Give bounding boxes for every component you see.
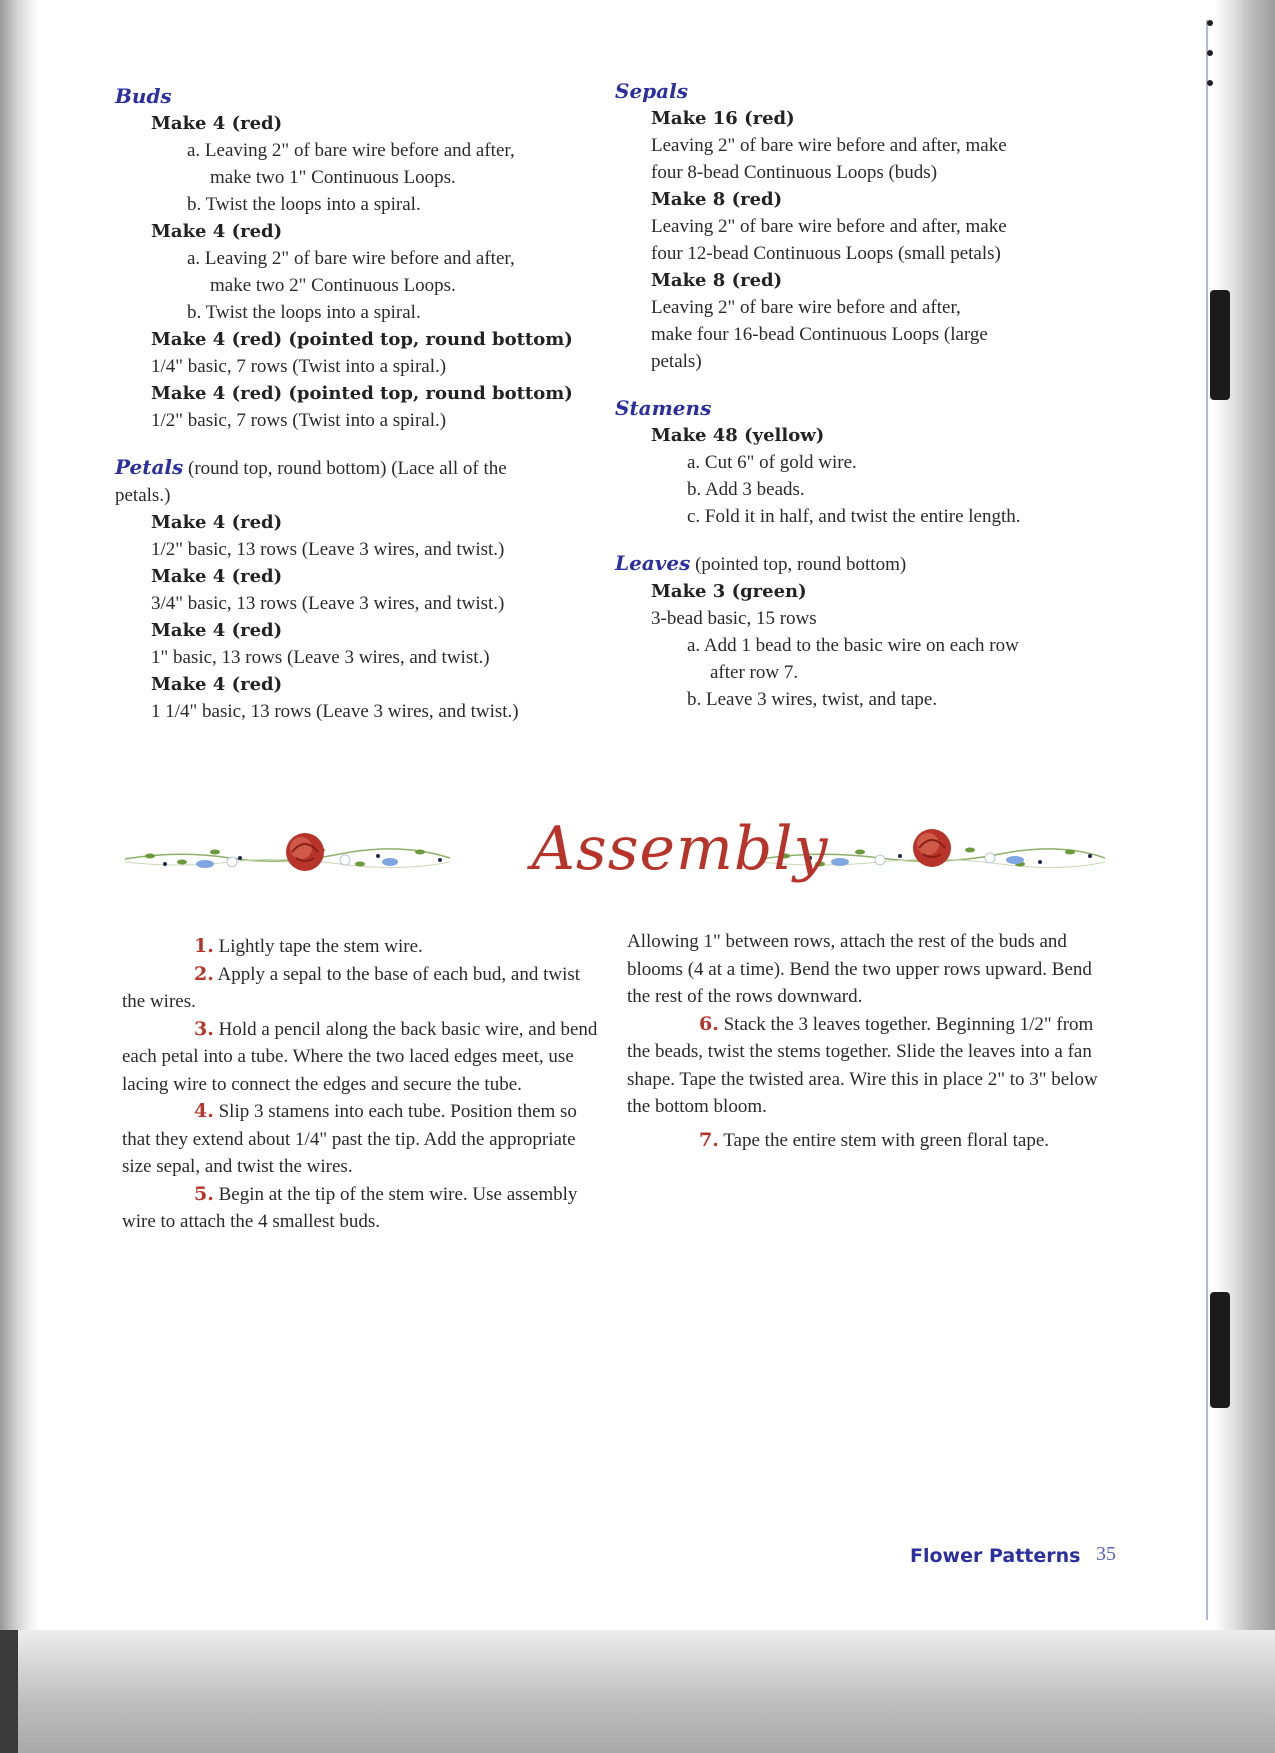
buds-section <box>115 83 615 434</box>
step-text: Apply a sepal to the base of each bud, and twist the wires. <box>122 963 581 1012</box>
make-instruction: Make 4 (red) <box>151 113 283 134</box>
step-text: Begin at the tip of the stem wire. Use assembly wire to attach the 4 smallest buds. <box>122 1183 578 1232</box>
step-text: Hold a pencil along the back basic wire, and bend each petal into a tube. Where the two laced edges meet, use lacing wire to connect the edges and secure the tube. <box>122 1018 598 1095</box>
stamens-lines <box>615 422 1135 530</box>
step-text: Slip 3 stamens into each tube. Position them so that they extend about 1/4" past the tip. Add the appropriate size sepal, and twist the wires. <box>122 1101 577 1177</box>
binder-clip <box>1210 290 1230 400</box>
page-number: 35 <box>1096 1543 1116 1565</box>
instruction-line: a. Cut 6" of gold wire. <box>687 452 857 473</box>
petals-heading: Petals <box>115 455 184 479</box>
instruction-line: a. Leaving 2" of bare wire before and after, <box>187 140 515 161</box>
instruction-line: 1/2" basic, 13 rows (Leave 3 wires, and twist.) <box>151 539 505 560</box>
assembly-steps-right <box>627 928 1107 1154</box>
instruction-line: a. Add 1 bead to the basic wire on each row <box>687 635 1019 656</box>
rose-icon <box>286 833 324 871</box>
step-text: Lightly tape the stem wire. <box>218 936 423 957</box>
assembly-banner <box>120 812 1110 902</box>
assembly-step <box>122 933 602 961</box>
make-instruction: Make 4 (red) <box>151 620 283 641</box>
sepals-heading: Sepals <box>615 79 688 103</box>
stamens-section <box>615 395 1135 530</box>
assembly-step <box>627 1127 1107 1155</box>
leaves-heading: Leaves <box>615 551 691 575</box>
step-number: 4. <box>194 1100 214 1122</box>
instruction-line: make two 2" Continuous Loops. <box>210 275 456 296</box>
make-instruction: Make 4 (red) <box>151 674 283 695</box>
rose-icon <box>913 829 951 867</box>
petals-note: (round top, round bottom) (Lace all of the <box>188 458 507 479</box>
step-text: Stack the 3 leaves together. Beginning 1/2" from the beads, twist the stems together. Slide the leaves into a fan shape. Tape the twisted area. Wire this in place 2" to 3" below the bottom bloom. <box>627 1013 1098 1117</box>
instruction-line: make four 16-bead Continuous Loops (large <box>651 324 988 345</box>
instruction-line: 1 1/4" basic, 13 rows (Leave 3 wires, and twist.) <box>151 701 519 722</box>
assembly-steps-left <box>122 933 602 1236</box>
binder-hole <box>1207 20 1213 26</box>
sepals-lines <box>615 105 1135 375</box>
make-instruction: Make 48 (yellow) <box>651 425 825 446</box>
instruction-line: Leaving 2" of bare wire before and after, make <box>651 216 1007 237</box>
stamens-heading: Stamens <box>615 396 712 420</box>
make-instruction: Make 4 (red) <box>151 221 283 242</box>
assembly-step <box>627 1011 1107 1121</box>
instruction-line: four 12-bead Continuous Loops (small petals) <box>651 243 1001 264</box>
step-number: 6. <box>699 1012 719 1035</box>
instruction-line: 3/4" basic, 13 rows (Leave 3 wires, and twist.) <box>151 593 505 614</box>
instruction-line: after row 7. <box>710 662 799 683</box>
step-number: 1. <box>194 935 214 957</box>
instruction-line: a. Leaving 2" of bare wire before and after, <box>187 248 515 269</box>
assembly-step <box>122 1181 602 1236</box>
assembly-step <box>122 1016 602 1099</box>
instruction-line: b. Add 3 beads. <box>687 479 805 500</box>
step-number: 2. <box>194 962 214 985</box>
make-instruction: Make 16 (red) <box>651 108 795 129</box>
instruction-line: b. Twist the loops into a spiral. <box>187 194 421 215</box>
make-instruction: Make 4 (red) <box>151 512 283 533</box>
left-column <box>115 83 615 725</box>
assembly-step <box>122 961 602 1016</box>
leaves-section <box>615 550 1135 713</box>
petals-section <box>115 454 615 725</box>
scan-shadow-bottom <box>0 1630 1275 1753</box>
make-instruction: Make 8 (red) <box>651 189 783 210</box>
binder-clip <box>1210 1292 1230 1408</box>
instruction-line: make two 1" Continuous Loops. <box>210 167 456 188</box>
instruction-line: 1/2" basic, 7 rows (Twist into a spiral.) <box>151 410 447 431</box>
leaves-lines <box>615 578 1135 713</box>
instruction-line: petals) <box>651 351 702 372</box>
instruction-line: 3-bead basic, 15 rows <box>651 608 817 629</box>
step-text: Tape the entire stem with green floral tape. <box>723 1129 1050 1151</box>
make-instruction: Make 8 (red) <box>651 270 783 291</box>
make-instruction: Make 4 (red) (pointed top, round bottom) <box>151 329 573 350</box>
binder-hole <box>1207 80 1213 86</box>
leaves-note: (pointed top, round bottom) <box>695 554 907 575</box>
buds-heading: Buds <box>115 84 172 108</box>
sepals-section <box>615 78 1135 375</box>
instruction-line: b. Twist the loops into a spiral. <box>187 302 421 323</box>
instruction-line: c. Fold it in half, and twist the entire length. <box>687 506 1021 527</box>
instruction-line: b. Leave 3 wires, twist, and tape. <box>687 689 938 710</box>
step-5-continuation: Allowing 1" between rows, attach the rest of the buds and blooms (4 at a time). Bend the two upper rows upward. Bend the rest of the rows downward. <box>627 931 1092 1007</box>
step-number: 5. <box>194 1182 214 1205</box>
assembly-title: Assembly <box>531 814 829 884</box>
step-number: 7. <box>699 1128 719 1151</box>
make-instruction: Make 3 (green) <box>651 581 807 602</box>
instruction-line: 1/4" basic, 7 rows (Twist into a spiral.) <box>151 356 447 377</box>
buds-lines <box>115 110 615 434</box>
instruction-line: 1" basic, 13 rows (Leave 3 wires, and twist.) <box>151 647 490 668</box>
step-number: 3. <box>194 1017 214 1040</box>
make-instruction: Make 4 (red) <box>151 566 283 587</box>
page-edge <box>1206 20 1208 1620</box>
scan-shadow-left <box>0 0 40 1753</box>
assembly-step <box>122 1098 602 1181</box>
assembly-steps-right-list <box>627 1011 1107 1155</box>
instruction-line: four 8-bead Continuous Loops (buds) <box>651 162 938 183</box>
petals-note-continued: petals.) <box>115 485 171 506</box>
instruction-line: Leaving 2" of bare wire before and after, make <box>651 135 1007 156</box>
binder-hole <box>1207 50 1213 56</box>
petals-lines <box>115 509 615 725</box>
instruction-line: Leaving 2" of bare wire before and after, <box>651 297 961 318</box>
running-footer-title: Flower Patterns <box>910 1545 1081 1567</box>
make-instruction: Make 4 (red) (pointed top, round bottom) <box>151 383 573 404</box>
scan-corner <box>0 1630 18 1753</box>
right-column <box>615 78 1135 713</box>
